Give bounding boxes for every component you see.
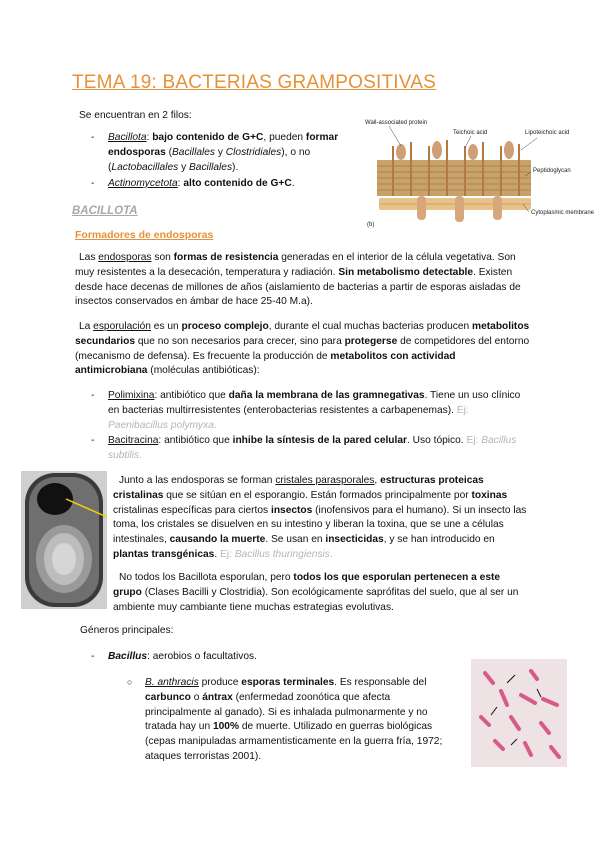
text-run: . — [214, 548, 221, 560]
text-run: . — [139, 449, 142, 461]
label-teichoic-acid: Teichoic acid — [453, 130, 488, 136]
text-run: . — [329, 548, 333, 560]
page-title: TEMA 19: BACTERIAS GRAMPOSITIVAS — [72, 72, 436, 93]
text-run: Ej: — [456, 404, 469, 416]
text-run: ). — [232, 161, 239, 173]
text-run: , durante el cual muchas bacterias producen — [268, 321, 473, 332]
text-run: Lactobacillales — [111, 161, 179, 173]
text-run: (moléculas antibióticas): — [147, 365, 260, 377]
text-run: , pueden — [263, 132, 306, 143]
subitem-b-anthracis: ○ B. anthracis produce esporas terminales. Es responsable del carbunco o ántrax (enfermedad zoonótica que afecta principalmente al ganado). Si es inhalada pulmonarmente y no tratada hay un 100% de muerte. Utilizado en guerras biológicas (cepas manipuladas armamentisticamente en la guerra fría, 1972; ataques terroristas 2001). — [127, 677, 443, 762]
text-run: formas de resistencia — [173, 252, 279, 263]
text-run: Ej: — [466, 435, 482, 446]
label-panel-b: (b) — [367, 222, 375, 228]
text-run: : aerobios o facultativos. — [147, 651, 257, 662]
paragraph-endosporas — [75, 251, 530, 310]
text-run: Bacitracina — [108, 435, 159, 446]
phylum-item-actinomycetota: - Actinomycetota: alto contenido de G+C. — [91, 178, 295, 189]
anthracis-micrograph — [471, 659, 567, 767]
text-run: : — [177, 178, 184, 189]
text-run: Las — [79, 252, 99, 263]
cell-wall-diagram — [365, 116, 595, 231]
genus-item-bacillus: - Bacillus: aerobios o facultativos. — [91, 651, 257, 662]
text-run: : — [146, 132, 153, 143]
text-run: . Es responsable del — [334, 677, 427, 688]
antibiotic-item-bacitracina: - Bacitracina: antibiótico que inhibe la síntesis de la pared celular. Uso tópico. Ej: Bacillus subtilis. — [91, 435, 517, 461]
text-run: endosporas — [98, 252, 152, 263]
text-run: ( — [165, 146, 172, 158]
text-run: inhibe la síntesis de la pared celular — [232, 435, 407, 446]
intro-text: Se encuentran en 2 filos: — [79, 110, 192, 121]
section-heading-bacillota: BACILLOTA — [72, 205, 138, 217]
text-run: ), o no ( — [108, 146, 311, 173]
text-run: y — [215, 146, 226, 158]
text-run: generadas en el interior de la célula vegetativa. Son muy resistentes a la desecación, temperatura y radiación. — [75, 252, 516, 278]
paragraph-esporulacion-grupo — [113, 571, 527, 615]
text-run: (inofensivos para el humano). Si un insecto las toma, los cristales se disuelven en su intestino y liberan la toxina, que se une a células intestinales, — [113, 504, 527, 546]
text-run: Clostridiales — [225, 146, 282, 158]
text-run: o — [190, 691, 203, 703]
text-run: que no son necesarios para crecer, sino para — [135, 335, 345, 347]
sporangium-micrograph — [21, 471, 107, 609]
text-run: ántrax — [202, 691, 233, 703]
text-run: Paenibacillus polymyxa — [108, 419, 214, 431]
text-run: Ej: — [220, 548, 235, 560]
text-run: formar endosporas — [108, 132, 339, 158]
text-run: : antibiótico que — [158, 435, 233, 446]
text-run: , y se han introducido en — [383, 534, 495, 546]
antibiotic-item-polimixina: - Polimixina: antibiótico que daña la membrana de las gramnegativas. Tiene un uso clínico en bacterias multirresistentes (enterobacterias resistentes a carbapenemas). Ej: Paenibacillus polymyxa. — [91, 390, 521, 431]
label-lipoteichoic-acid: Lipoteichoic acid — [525, 130, 570, 136]
text-run: protegerse — [344, 335, 398, 347]
text-run: esporas terminales — [241, 677, 335, 688]
text-run: Polimixina — [108, 390, 155, 401]
text-run: es un — [150, 321, 182, 332]
text-run: . Tiene un uso clínico en bacterias multirresistentes (enterobacterias resistentes a carbapenemas). — [108, 390, 521, 416]
text-run: La — [79, 321, 94, 332]
text-run: Bacillales — [171, 146, 216, 158]
text-run: Actinomycetota — [108, 178, 178, 189]
text-run: : antibiótico que — [154, 390, 229, 401]
text-run: cristales parasporales — [275, 475, 375, 486]
text-run: plantas transgénicas — [113, 548, 215, 560]
text-run: insectos — [270, 504, 313, 516]
text-run: metabolitos secundarios — [75, 321, 530, 347]
text-run: insecticidas — [325, 534, 384, 546]
text-run: . Se usan en — [265, 534, 326, 546]
text-run: No todos los Bacillota esporulan, pero — [119, 572, 294, 583]
text-run: Bacillales — [189, 161, 233, 173]
paragraph-esporulacion — [75, 320, 530, 379]
label-cytoplasmic-membrane: Cytoplasmic membrane — [531, 210, 595, 216]
text-run: 100% — [212, 721, 240, 733]
text-run: cristalinas específicas para ciertos — [113, 504, 271, 516]
text-run: bajo contenido de G+C — [152, 132, 264, 143]
text-run: . — [213, 419, 217, 431]
label-wall-associated-protein: Wall-associated protein — [365, 120, 428, 126]
text-run: y — [178, 161, 189, 173]
text-run: todos los que esporulan pertenecen a este grupo — [113, 572, 501, 598]
text-run: (Clases Bacilli y Clostridia). Son ecológicamente saprófitas del suelo, que al ser un ambiente muy cambiante tiene muchas estrategias evolutivas. — [113, 586, 519, 613]
text-run: . — [291, 178, 295, 189]
text-run: produce — [198, 677, 242, 688]
text-run: causando la muerte — [169, 534, 266, 546]
text-run: proceso complejo — [181, 321, 269, 332]
text-run: son — [151, 252, 174, 263]
text-run: carbunco — [145, 691, 191, 703]
text-run: esporulación — [93, 321, 151, 332]
text-run: que se sitúan en el esporangio. Están formados principalmente por — [163, 489, 472, 501]
text-run: alto contenido de G+C — [183, 178, 292, 189]
text-run: B. anthracis — [145, 677, 199, 688]
paragraph-cristales — [113, 474, 527, 563]
text-run: estructuras proteicas cristalinas — [113, 475, 484, 501]
phylum-item-bacillota: - Bacillota: bajo contenido de G+C, pueden formar endosporas (Bacillales y Clostridiales), o no (Lactobacillales y Bacillales). — [91, 132, 339, 173]
text-run: . Uso tópico. — [407, 435, 467, 446]
text-run: Bacillus — [108, 651, 148, 662]
text-run: Bacillus subtilis — [108, 435, 517, 461]
text-run: daña la membrana de las gramnegativas — [228, 390, 425, 401]
genera-heading: Géneros principales: — [80, 625, 174, 636]
text-run: . Existen desde hace decenas de millones de años (aislamiento de bacterias a partir de esporas aisladas de insectos conservados en ámbar de hace 25-40 M.a). — [75, 266, 521, 308]
text-run: de muerte. Utilizado en guerras biológicas (cepas manipuladas armamentisticamente en la guerra fría, 1972; ataques terroristas 2001). — [145, 721, 443, 762]
label-peptidoglycan: Peptidoglycan — [533, 168, 571, 174]
text-run: toxinas — [471, 489, 508, 501]
text-run: (enfermedad zoonótica que afecta principalmente al ganado). Si es inhalada pulmonarmente y no tratada hay un — [145, 691, 428, 733]
text-run: Bacillota — [108, 132, 147, 143]
text-run: metabolitos con actividad antimicrobiana — [75, 350, 456, 377]
text-run: Junto a las endosporas se forman — [119, 475, 276, 486]
text-run: Sin metabolismo detectable — [338, 266, 474, 278]
text-run: Bacillus thuringiensis — [234, 548, 330, 560]
text-run: , — [374, 475, 381, 486]
subsection-heading-endospores: Formadores de endosporas — [75, 229, 214, 241]
text-run: de competidores del entorno (mecanismo de defensa). Es frecuente la producción de — [75, 335, 530, 362]
